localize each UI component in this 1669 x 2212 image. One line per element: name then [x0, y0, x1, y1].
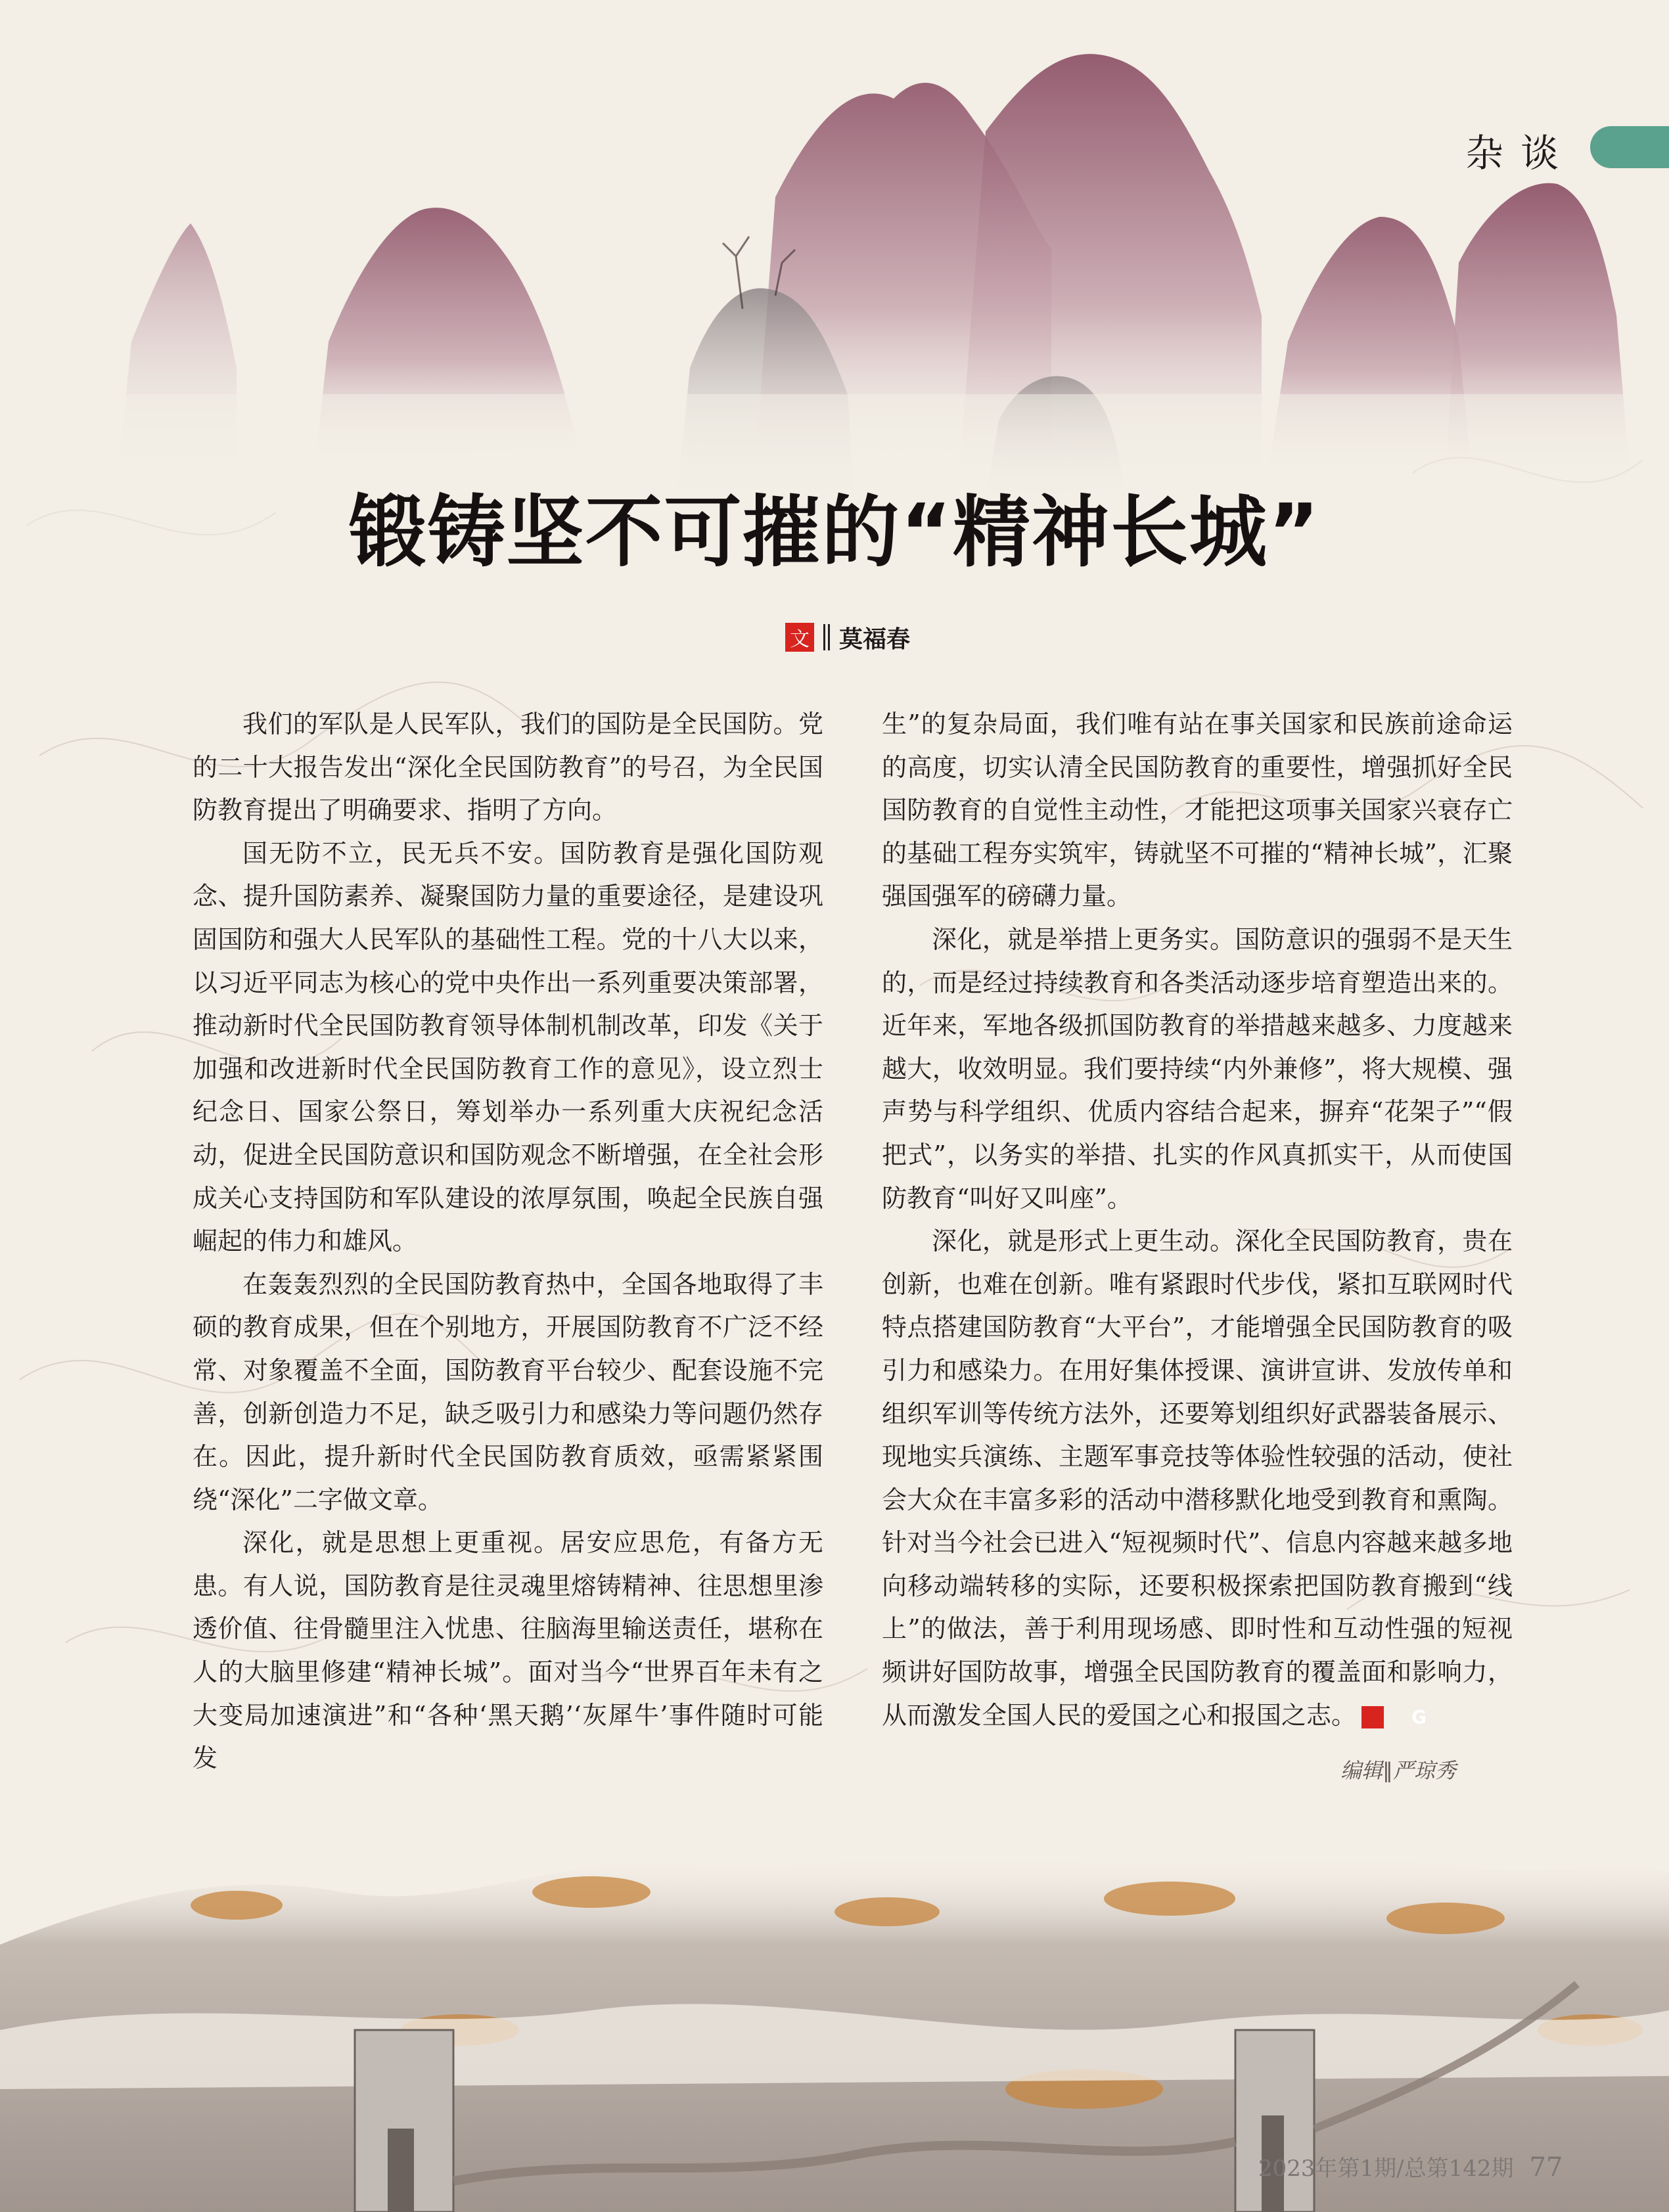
- paragraph-text: 深化，就是形式上更生动。深化全民国防教育，贵在创新，也难在创新。唯有紧跟时代步伐，紧扣互联网时代特点搭建国防教育“大平台”，才能增强全民国防教育的吸引力和感染力。在用好集体授课、演讲宣讲、发放传单和组织军训等传统方法外，还要筹划组织好武器装备展示、现地实兵演练、主题军事竞技等体验性较强的活动，使社会大众在丰富多彩的活动中潜移默化地受到教育和熏陶。针对当今社会已进入“短视频时代”、信息内容越来越多地向移动端转移的实际，还要积极探索把国防教育搬到“线上”的做法，善于利用现场感、即时性和互动性强的短视频讲好国防故事，增强全民国防教育的覆盖面和影响力，从而激发全国人民的爱国之心和报国之志。: [882, 1227, 1513, 1730]
- paragraph: 在轰轰烈烈的全民国防教育热中，全国各地取得了丰硕的教育成果，但在个别地方，开展国防教育不广泛不经常、对象覆盖不全面，国防教育平台较少、配套设施不完善，创新创造力不足，缺乏吸引力和感染力等问题仍然存在。因此，提升新时代全民国防教育质效，亟需紧紧围绕“深化”二字做文章。: [193, 1269, 823, 1514]
- article-title: 锻铸坚不可摧的“精神长城”: [348, 487, 1321, 577]
- folio-issue: 2023年第1期/总第142期: [1258, 2156, 1514, 2182]
- paragraph: 深化，就是思想上更重视。居安应思危，有备方无患。有人说，国防教育是往灵魂里熔铸精神、往思想里渗透价值、往骨髓里注入忧患、往脑海里输送责任，堪称在人的大脑里修建“精神长城”。面对当今“世界百年未有之大变局加速演进”和“各种‘黑天鹅’‘灰犀牛’事件随时可能发: [193, 1528, 823, 1773]
- body-column-right: [882, 703, 1513, 1737]
- byline-author: 莫福春: [839, 625, 911, 653]
- byline-separator: [823, 624, 830, 650]
- page-number: 77: [1529, 2152, 1563, 2182]
- column-tag-tab: [1590, 126, 1669, 168]
- byline-tag: 文: [785, 623, 814, 652]
- paragraph: 深化，就是举措上更务实。国防意识的强弱不是天生的，而是经过持续教育和各类活动逐步培育塑造出来的。近年来，军地各级抓国防教育的举措越来越多、力度越来越大，收效明显。我们要持续“内外兼修”，将大规模、强声势与科学组织、优质内容结合起来，摒弃“花架子”“假把式”，以务实的举措、扎实的作风真抓实干，从而使国防教育“叫好又叫座”。: [882, 924, 1513, 1213]
- paragraph: [882, 1220, 1513, 1737]
- body-column-left: [193, 703, 823, 1780]
- column-tag: [1465, 118, 1669, 176]
- column-tag-label: 杂谈: [1465, 131, 1576, 175]
- editor-credit: 编辑∥严琼秀: [1340, 1758, 1457, 1783]
- paragraph: 我们的军队是人民军队，我们的国防是全民国防。党的二十大报告发出“深化全民国防教育”的号召，为全民国防教育提出了明确要求、指明了方向。: [193, 710, 823, 825]
- folio: [1258, 2150, 1563, 2182]
- end-mark-icon: G: [1361, 1706, 1384, 1728]
- byline: [785, 621, 910, 654]
- paragraph: 国无防不立，民无兵不安。国防教育是强化国防观念、提升国防素养、凝聚国防力量的重要途径，是建设巩固国防和强大人民军队的基础性工程。党的十八大以来，以习近平同志为核心的党中央作出一系列重要决策部署，推动新时代全民国防教育领导体制机制改革，印发《关于加强和改进新时代全民国防教育工作的意见》，设立烈士纪念日、国家公祭日，筹划举办一系列重大庆祝纪念活动，促进全民国防意识和国防观念不断增强，在全社会形成关心支持国防和军队建设的浓厚氛围，唤起全民族自强崛起的伟力和雄风。: [193, 838, 823, 1256]
- paragraph-continuation: 生”的复杂局面，我们唯有站在事关国家和民族前途命运的高度，切实认清全民国防教育的重要性，增强抓好全民国防教育的自觉性主动性，才能把这项事关国家兴衰存亡的基础工程夯实筑牢，铸就坚不可摧的“精神长城”，汇聚强国强军的磅礴力量。: [882, 710, 1513, 911]
